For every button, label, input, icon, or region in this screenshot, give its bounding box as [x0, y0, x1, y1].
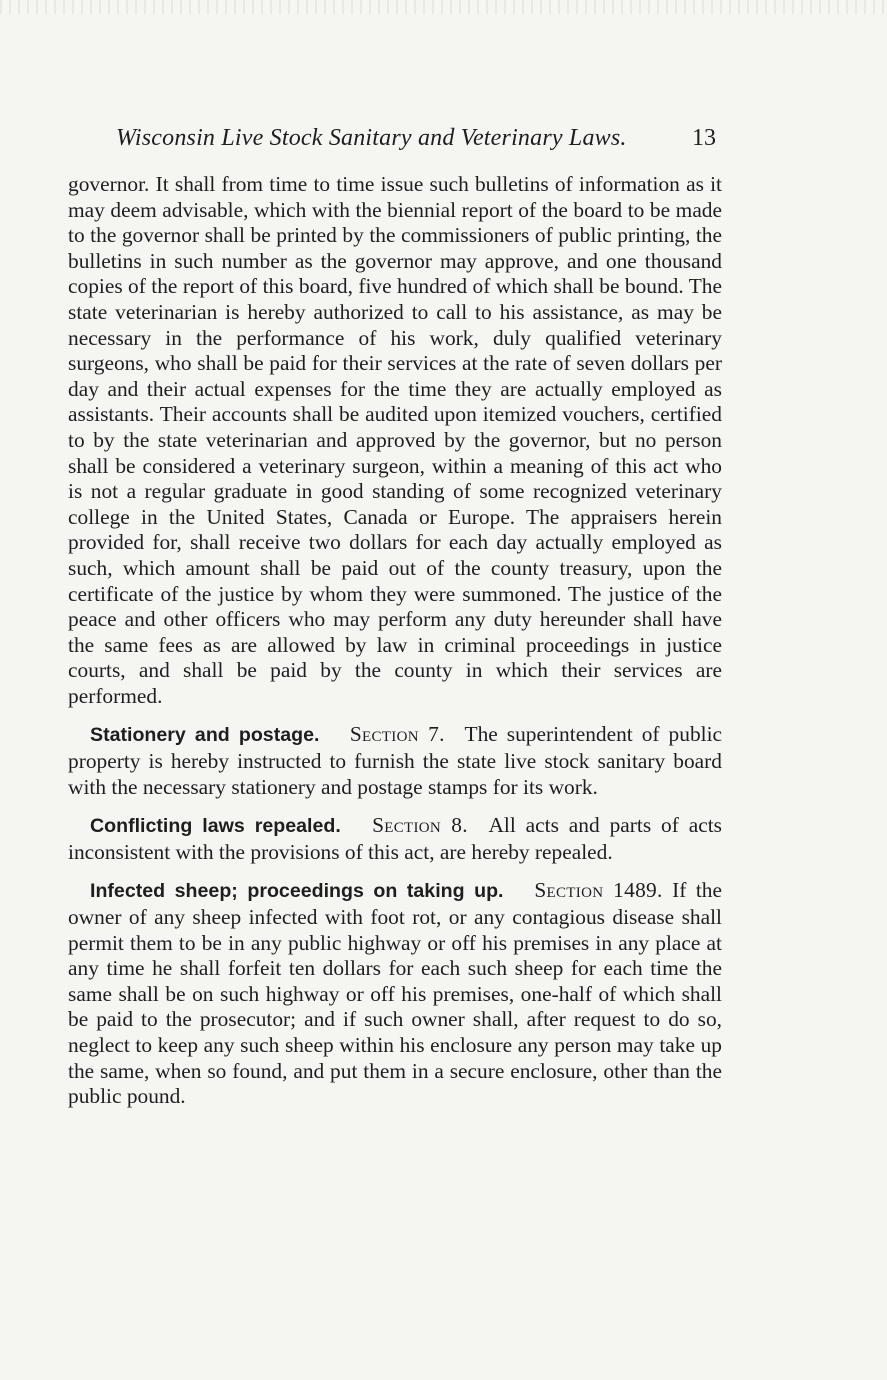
paragraph-text: The superintendent of public property is hereby instructed to furnish the state live stock sanitary board with the necessary stationery and postage stamps for its work.	[68, 722, 723, 799]
running-head	[68, 118, 722, 158]
paragraph-stationery-and-postage	[68, 722, 722, 800]
paragraph-conflicting-laws-repealed	[68, 813, 722, 865]
document-page	[68, 118, 722, 1110]
running-head-title: Wisconsin Live Stock Sanitary and Veterinary Laws.	[116, 125, 627, 151]
scan-edge-speckle	[0, 0, 887, 14]
section-label: Section 7.	[349, 722, 445, 747]
section-label: Section 1489.	[534, 878, 663, 903]
section-heading: Stationery and postage.	[90, 724, 320, 747]
paragraph-continuation	[68, 172, 722, 709]
paragraph-infected-sheep	[68, 878, 722, 1109]
body-text	[68, 172, 722, 1110]
page-number: 13	[692, 125, 716, 151]
paragraph-text: All acts and parts of acts inconsistent with the provisions of this act, are hereby repealed.	[68, 813, 722, 864]
section-heading: Infected sheep; proceedings on taking up.	[90, 880, 504, 903]
paragraph-text: governor. It shall from time to time issue such bulletins of information as it may deem advisable, which with the biennial report of the board to be made to the governor shall be printed by the commissioners of public printing, the bulletins in such number as the governor may approve, and one thousand copies of the report of this board, five hundred of which shall be bound. The state veterinarian is hereby authorized to call to his assistance, as may be necessary in the performance of his work, duly qualified veterinary surgeons, who shall be paid for their services at the rate of seven dollars per day and their actual expenses for the time they are actually employed as assistants. Their accounts shall be audited upon itemized vouchers, certified to by the state veterinarian and approved by the governor, but no person shall be considered a veterinary surgeon, within a meaning of this act who is not a regular graduate in good standing of some recognized veterinary college in the United States, Canada or Europe. The appraisers herein provided for, shall receive two dollars for each day actually employed as such, which amount shall be paid out of the county treasury, upon the certificate of the justice by whom they were summoned. The justice of the peace and other officers who may perform any duty hereunder shall have the same fees as are allowed by law in criminal proceedings in justice courts, and shall be paid by the county in which their services are performed.	[68, 172, 722, 708]
section-label: Section 8.	[372, 813, 468, 838]
paragraph-text: If the owner of any sheep infected with foot rot, or any contagious disease shall permit them to be in any public highway or off his premises in any place at any time he shall forfeit ten dollars for each such sheep for each time the same shall be on such highway or off his premises, one-half of which shall be paid to the prosecutor; and if such owner shall, after request to do so, neglect to keep any such sheep within his enclosure any person may take up the same, when so found, and put them in a secure enclosure, other than the public pound.	[68, 878, 722, 1109]
section-heading: Conflicting laws repealed.	[90, 815, 341, 838]
